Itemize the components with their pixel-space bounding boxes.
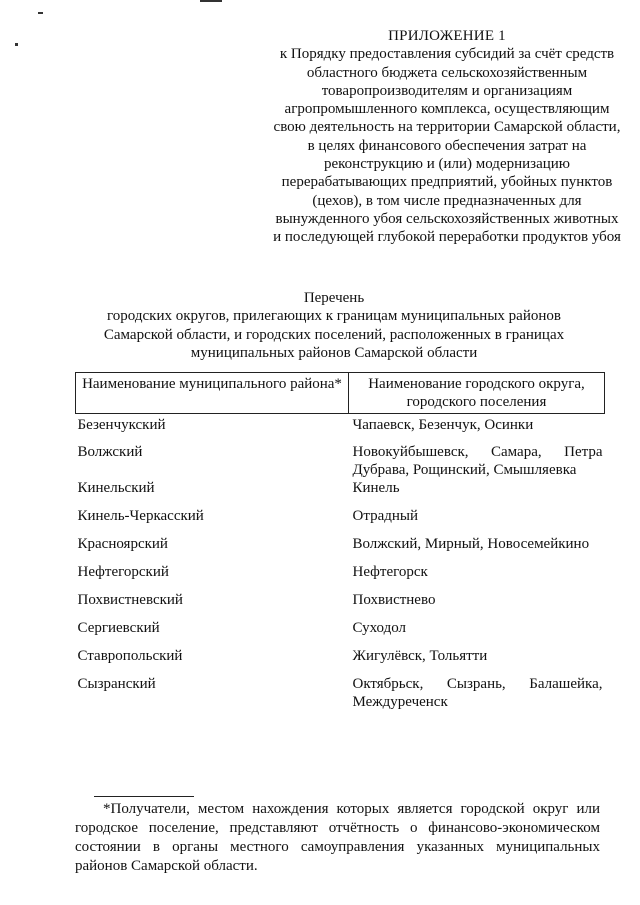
appendix-line: к Порядку предоставления субсидий за счёт средств	[279, 46, 615, 63]
table-row	[76, 619, 605, 647]
towns-cell: Похвистнево	[352, 592, 436, 608]
district-cell: Сергиевский	[77, 620, 160, 636]
towns-cell: Кинель	[352, 480, 400, 496]
appendix-line: перерабатывающих предприятий, убойных пунктов	[281, 174, 613, 191]
title-heading: Перечень	[303, 290, 365, 306]
table-row	[76, 563, 605, 591]
district-cell: Нефтегорский	[77, 564, 169, 580]
district-cell: Волжский	[77, 444, 143, 460]
table-row	[76, 443, 605, 479]
scan-speck	[38, 12, 43, 14]
district-cell: Похвистневский	[77, 592, 183, 608]
towns-cell: Октябрьск, Сызрань, Балашейка, Междуреченск	[352, 676, 603, 710]
district-cell: Кинель-Черкасский	[77, 508, 204, 524]
district-cell: Красноярский	[77, 536, 168, 552]
footnote-separator	[94, 796, 194, 797]
title-line: Самарской области, и городских поселений, расположенных в границах	[103, 326, 565, 343]
appendix-line: областного бюджета сельскохозяйственным	[306, 64, 588, 81]
towns-cell: Волжский, Мирный, Новосемейкино	[352, 536, 590, 552]
scan-speck	[15, 43, 18, 46]
footnote: *Получатели, местом нахождения которых является городской округ или городское поселение, представляют отчётность о финансово-экономическом состоянии в органы местного самоуправления указанных муниципальных районов Самарской области.	[75, 801, 600, 875]
towns-cell: Жигулёвск, Тольятти	[352, 648, 488, 664]
towns-cell: Нефтегорск	[352, 564, 428, 580]
table-row	[76, 479, 605, 507]
table-row	[76, 591, 605, 619]
table-row	[76, 507, 605, 535]
scan-speck	[200, 0, 222, 2]
appendix-line: и последующей глубокой переработки продуктов убоя	[273, 229, 621, 246]
district-cell: Безенчукский	[77, 417, 166, 433]
appendix-line: агропромышленного комплекса, осуществляющим	[284, 101, 610, 118]
appendix-line: (цехов), в том числе предназначенных для	[312, 192, 582, 209]
table-row	[76, 675, 605, 711]
column-header-towns: Наименование городского округа, городского поселения	[349, 373, 605, 414]
appendix-line: в целях финансового обеспечения затрат на	[307, 137, 587, 154]
document-title	[60, 289, 608, 362]
title-line: муниципальных районов Самарской области	[190, 344, 478, 361]
district-cell: Ставропольский	[77, 648, 183, 664]
towns-cell: Чапаевск, Безенчук, Осинки	[352, 417, 534, 433]
title-line: городских округов, прилегающих к границам муниципальных районов	[107, 308, 561, 325]
towns-cell: Суходол	[352, 620, 407, 636]
appendix-header	[262, 27, 632, 247]
table-row	[76, 414, 605, 444]
regions-table	[75, 372, 605, 711]
appendix-line: свою деятельность на территории Самарской области,	[273, 119, 621, 136]
appendix-heading: ПРИЛОЖЕНИЕ 1	[388, 28, 506, 44]
district-cell: Сызранский	[77, 676, 156, 692]
appendix-line: вынужденного убоя сельскохозяйственных животных	[275, 210, 619, 227]
district-cell: Кинельский	[77, 480, 155, 496]
column-header-district: Наименование муниципального района*	[76, 373, 349, 414]
appendix-line: товаропроизводителям и организациям	[321, 82, 573, 99]
appendix-line: реконструкцию и (или) модернизацию	[323, 156, 570, 173]
table-row	[76, 535, 605, 563]
table-header-row	[76, 373, 605, 414]
towns-cell: Новокуйбышевск, Самара, Петра Дубрава, Рощинский, Смышляевка	[352, 444, 603, 478]
towns-cell: Отрадный	[352, 508, 418, 524]
table-row	[76, 647, 605, 675]
